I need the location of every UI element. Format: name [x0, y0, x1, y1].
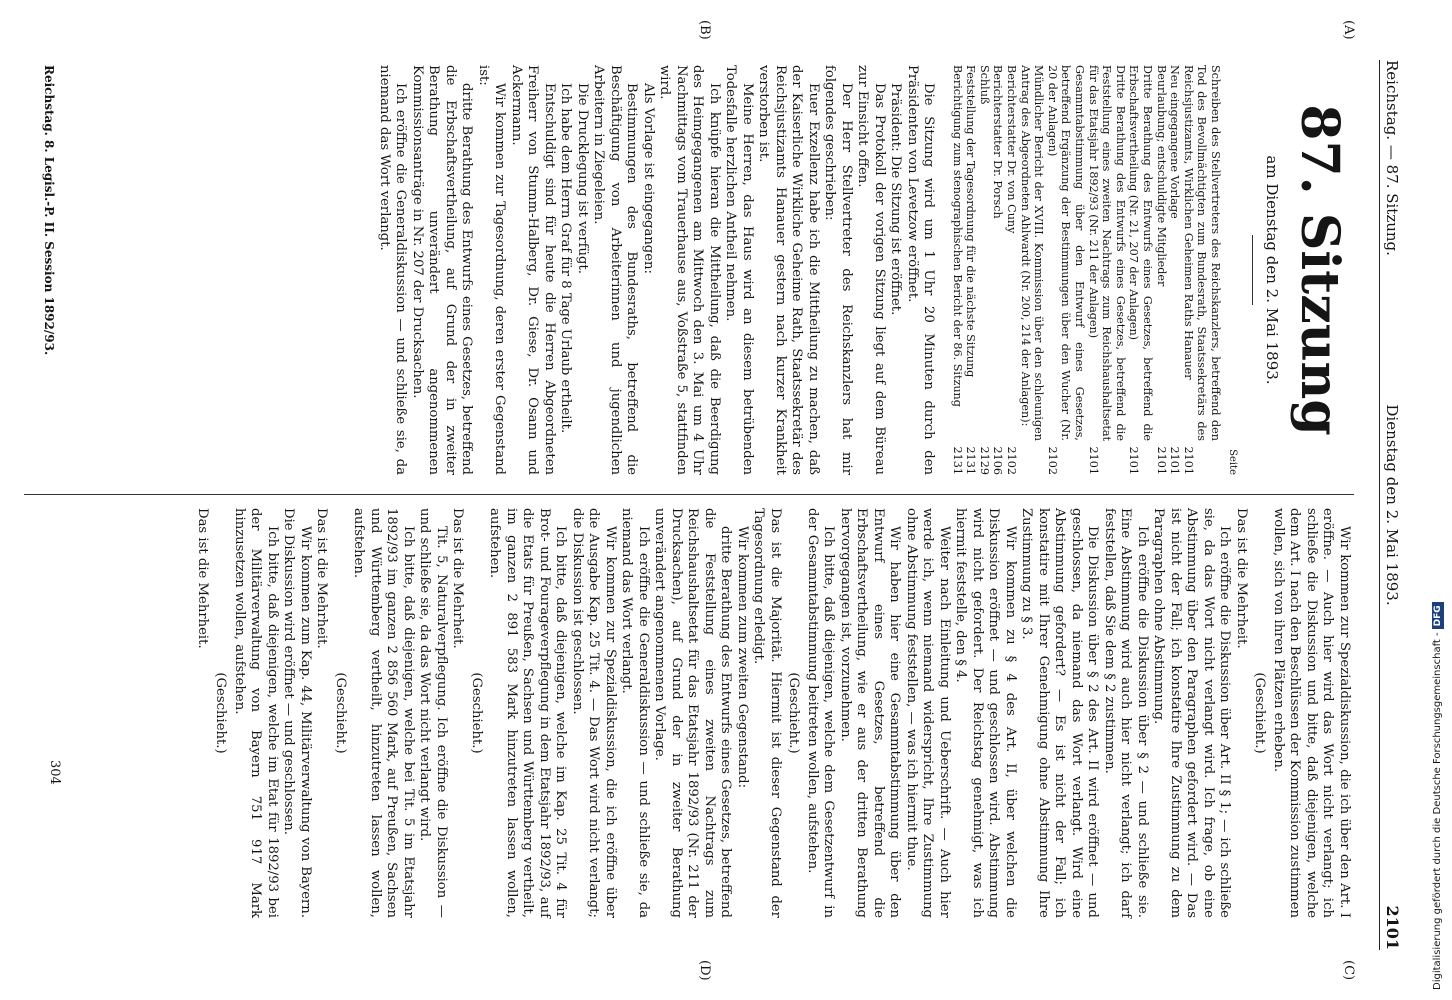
toc-entry-text: Schreiben des Stellvertreters des Reichskanzlers, betreffend den Tod des Bevollmächtigten zum Bundesrath, Staatssekretärs des Reichsjustizamts, Wirklichen Geheimen Raths Hanauer: [1181, 65, 1222, 441]
paragraph: Meine Herren, das Haus wird an diesem betrübenden Todesfalle herzlichen Antheil nehmen.: [723, 65, 755, 475]
toc-entry-text: Dritte Berathung des Entwurfs eines Gesetzes, betreffend die Feststellung eines zweiten Nachtrags zum Reichshaushaltsetat für das Etatsjahr 1892/93 (Nr. 211 der Anlagen): [1086, 65, 1127, 441]
column-divider: [24, 494, 1354, 495]
left-column: [375, 65, 1352, 475]
page-signature: 304: [47, 760, 62, 785]
paragraph: Der Herr Stellvertreter des Reichskanzlers hat mir folgendes geschrieben:: [822, 65, 854, 475]
header-page-number: 2101: [1383, 905, 1403, 950]
toc-entry: [1045, 65, 1086, 475]
toc-entry: [1154, 65, 1168, 475]
paragraph: Wir kommen zum Kap. 44, Militärverwaltung von Bayern. Die Diskussion wird eröffnet — und geschlossen.: [281, 508, 313, 918]
paragraph: Ich eröffne die Generaldiskussion — und schließe sie, da niemand das Wort verlangt.: [619, 508, 651, 918]
paragraph: Weiter nach Einleitung und Ueberschrift. — Auch hier werde ich, wenn niemand widerspricht, Ihre Zustimmung ohne Abstimmung feststellen, — was ich hiermit thue.: [904, 508, 952, 918]
toc-entry: [950, 65, 964, 475]
paragraph: Das ist die Majorität. Hiermit ist dieser Gegenstand der Tagesordnung erledigt.: [751, 508, 783, 918]
toc-entry: [1127, 65, 1154, 475]
paragraph: Das ist die Mehrheit.: [195, 508, 210, 649]
toc-entry-page: 2102: [1045, 446, 1059, 475]
paragraph: Wir kommen zur Spezialdiskussion, die ich über den Art. I eröffne. — Auch hier wird das Wort nicht verlangt; ich schließe die Diskussion und bitte, daß diejenigen, welche dem Art. I nach den Beschlüssen der Kommission zustimmen wollen, sich von ihren Plätzen erheben.: [1271, 508, 1352, 918]
paragraph: Ich eröffne die Diskussion über Art. II § 1; — ich schließe sie, da das Wort nicht verlangt wird. Ich frage, ob eine Abstimmung über den Paragraphen gefordert wird. — Das ist nicht der Fall; ich konstatire Ihre Zustimmung zu dem Paragraphen ohne Abstimmung.: [1151, 508, 1233, 918]
paragraph: Wir haben hier eine Gesammtabstimmung über den Entwurf eines Gesetzes, betreffend die Erbschaftsvertheilung, wie er aus der dritten Berathung hervorgegangen ist, vorzunehmen.: [838, 508, 903, 918]
paragraph: Wir kommen zum zweiten Gegenstand:: [735, 526, 750, 789]
paragraph: Das ist die Mehrheit.: [314, 508, 330, 649]
paragraph: Ich knüpfe hieran die Mittheilung, daß die Beerdigung des Heimgegangenen am Mittwoch den 3. Mai um 4 Uhr Nachmittags vom Trauerhause aus, Voßstraße 5, stattfinden wird.: [657, 65, 722, 475]
paragraph: Entschuldigt sind für heute die Herren Abgeordneten Freiherr von Stumm-Halberg, Dr. Giese, Dr. Osann und Ackermann.: [508, 65, 557, 475]
toc-entry-text: Berichterstatter Dr. von Cuny: [1005, 65, 1019, 234]
session-footer: Reichstag. 8. Legisl.-P. II. Session 1892/93.: [42, 65, 56, 356]
toc-entry: [1168, 65, 1182, 475]
toc-page-heading: Seite: [1227, 449, 1239, 475]
toc-entry-page: 2101: [1086, 446, 1100, 475]
digitization-credit: [1432, 0, 1452, 990]
toc-entry-text: Berichterstatter Dr. Porsch: [991, 65, 1005, 219]
paragraph: Das ist die Mehrheit.: [450, 508, 466, 649]
paragraph: (Geschieht.): [786, 672, 802, 754]
toc-entry-text: Dritte Berathung des Entwurfs eines Gesetzes, betreffend die Erbschaftsvertheilung (Nr. 21, 207 der Anlagen): [1127, 65, 1155, 441]
toc-entry-text: Neu eingegangene Vorlage: [1168, 65, 1182, 219]
table-of-contents: [950, 65, 1222, 475]
margin-marker-d: (D): [697, 960, 712, 981]
paragraph: Die Sitzung wird um 1 Uhr 20 Minuten durch den Präsidenten von Levetzow eröffnet.: [904, 65, 937, 475]
paragraph: Ich bitte, daß diejenigen, welche bei Tit. 5 im Etatsjahr 1892/93 im ganzen 2 856 560 Mark, auf Preußen, Sachsen und Württemberg vertheilt, hinzutreten lassen wollen, aufstehen.: [351, 508, 416, 918]
right-column: [194, 508, 1353, 918]
toc-entry-text: Beurlaubung; entschuldigte Mitglieder: [1154, 65, 1168, 287]
paragraph: (Geschieht.): [213, 672, 229, 754]
header-date: Dienstag den 2. Mai 1893.: [1383, 404, 1402, 606]
toc-entry-page: 2102: [1005, 446, 1019, 475]
toc-entry-page: 2131: [950, 446, 964, 475]
credit-text: Digitalisierung gefördert durch die Deutsche Forschungsgemeinschaft -: [1432, 632, 1443, 990]
paragraph: Das ist die Mehrheit.: [1234, 508, 1249, 649]
paragraph: Ich bitte, daß diejenigen, welche im Etat für 1892/93 bei der Militärverwaltung von Bayern 751 917 Mark hinzusetzen wollen, aufstehen.: [232, 508, 280, 918]
paragraph: Präsident: Die Sitzung ist eröffnet.: [888, 83, 904, 316]
toc-entry-page: 2101: [1154, 446, 1168, 475]
toc-entry: [977, 65, 991, 475]
toc-entry: [991, 65, 1005, 475]
toc-entry: [964, 65, 978, 475]
dfg-logo: DFG: [1432, 602, 1444, 629]
session-title: 87. Sitzung: [1289, 104, 1350, 436]
toc-entry-page: 2129: [977, 446, 991, 475]
toc-entry-text: Schluß: [977, 65, 991, 105]
paragraph: (Geschieht.): [333, 672, 348, 754]
paragraph: Ich eröffne die Generaldiskussion — und schließe sie, da niemand das Wort verlangt.: [376, 65, 409, 475]
right-body-text: [194, 508, 1353, 918]
left-body-text: [375, 65, 936, 475]
paragraph: Die Diskussion über § 2 des Art. II wird eröffnet — und geschlossen, da niemand das Wort verlangt. Wird eine Abstimmung gefordert? — Es ist nicht der Fall; ich konstatire mit Ihrer Genehmigung ohne Abstimmung Ihre Zustimmung zu § 3.: [1019, 508, 1101, 918]
toc-entry-text: Feststellung der Tagesordnung für die nächste Sitzung: [964, 65, 978, 378]
toc-entry-page: 2131: [964, 446, 978, 475]
paragraph: Ich bitte, daß diejenigen, welche dem Gesetzentwurf in der Gesammtabstimmung beitreten wollen, aufstehen.: [805, 508, 837, 918]
paragraph: dritte Berathung des Entwurfs eines Gesetzes, betreffend die Erbschaftsvertheilung, auf Grund der in zweiter Berathung unverändert angenommenen Kommissionsanträge in Nr. 207 der Drucksachen.: [409, 65, 475, 475]
toc-entry-page: 2101: [1181, 446, 1195, 475]
margin-marker-b: (B): [697, 20, 712, 40]
toc-entry: [1018, 65, 1045, 475]
session-date: am Dienstag den 2. Mai 1893.: [1263, 155, 1281, 385]
toc-entry-page: 2106: [991, 446, 1005, 475]
paragraph: Als Vorlage ist eingegangen:: [640, 83, 656, 274]
running-header: [1379, 60, 1404, 950]
paragraph: Bestimmungen des Bundesraths, betreffend die Beschäftigung von Arbeiterinnen und jugendlichen Arbeitern in Ziegeleien.: [591, 65, 640, 475]
paragraph: Ich habe dem Herrn Graf für 8 Tage Urlaub ertheilt.: [558, 83, 574, 434]
paragraph: Wir kommen zu § 4 des Art. II, über welchen die Diskussion eröffnet — und geschlossen wird. Abstimmung wird nicht gefordert. Der Reichstag genehmigt, was ich hiermit feststelle, den § 4.: [953, 508, 1018, 918]
paragraph: Ich bitte, daß diejenigen, welche im Kap. 25 Tit. 4 für Brot- und Fourageverpflegung in dem Etatsjahr 1892/93, auf die Etats für Preußen, Sachsen und Württemberg vertheilt, im ganzen 2 891 583 Mark hinzutreten lassen wollen, aufstehen.: [487, 508, 569, 918]
title-rule: [1253, 235, 1254, 305]
toc-entry-page: 2101: [1168, 446, 1182, 475]
toc-entry: [1181, 65, 1222, 475]
header-left: Reichstag. — 87. Sitzung.: [1383, 60, 1402, 256]
paragraph: Wir kommen zur Tagesordnung, deren erster Gegenstand ist:: [475, 65, 508, 475]
toc-entry-text: Mündlicher Bericht der XVIII. Kommission über den schleunigen Antrag des Abgeordneten Ahlwardt (Nr. 200, 214 der Anlagen):: [1018, 65, 1046, 441]
paragraph: (Geschieht.): [469, 672, 484, 754]
paragraph: Das Protokoll der vorigen Sitzung liegt auf dem Büreau zur Einsicht offen.: [855, 65, 887, 475]
toc-entry-text: Gesammtabstimmung über den Entwurf eines Gesetzes, betreffend Ergänzung der Bestimmungen über den Wucher (Nr. 20 der Anlagen): [1045, 65, 1087, 441]
margin-marker-a: (A): [1341, 20, 1356, 40]
toc-entry-page: 2101: [1127, 446, 1141, 475]
paragraph: Tit. 5, Naturalverpflegung. Ich eröffne die Diskussion — und schließe sie, da das Wort nicht verlangt wird.: [417, 508, 449, 918]
margin-marker-c: (C): [1341, 960, 1356, 981]
paragraph: Wir kommen zur Spezialdiskussion, die ich eröffne über die Ausgabe Kap. 25 Tit. 4. — Das Wort wird nicht verlangt; die Diskussion ist geschlossen.: [570, 508, 618, 918]
paragraph: Ich eröffne die Diskussion über § 2 — und schließe sie. Eine Abstimmung wird auch hier nicht verlangt; ich darf feststellen, daß Sie dem § 2 zustimmen.: [1102, 508, 1150, 918]
paragraph: Die Drucklegung ist verfügt.: [574, 83, 590, 274]
paragraph: (Geschieht.): [1252, 672, 1268, 754]
paragraph: Euer Exzellenz habe ich die Mittheilung zu machen, daß der Kaiserliche Wirkliche Geheime Rath, Staatssekretär des Reichsjustizamts Hanauer gestern nach kurzer Krankheit verstorben ist.: [756, 65, 821, 475]
toc-entry: [1005, 65, 1019, 475]
toc-entry-text: Berichtigung zum stenographischen Bericht der 86. Sitzung: [950, 65, 964, 407]
paragraph: dritte Berathung des Entwurfs eines Gesetzes, betreffend die Feststellung eines zweiten Nachtrags zum Reichshaushaltsetat für das Etatsjahr 1892/93 (Nr. 211 der Drucksachen), auf Grund der in zweiter Berathung unverändert angenommenen Vorlage.: [652, 508, 734, 918]
toc-entry: [1086, 65, 1127, 475]
